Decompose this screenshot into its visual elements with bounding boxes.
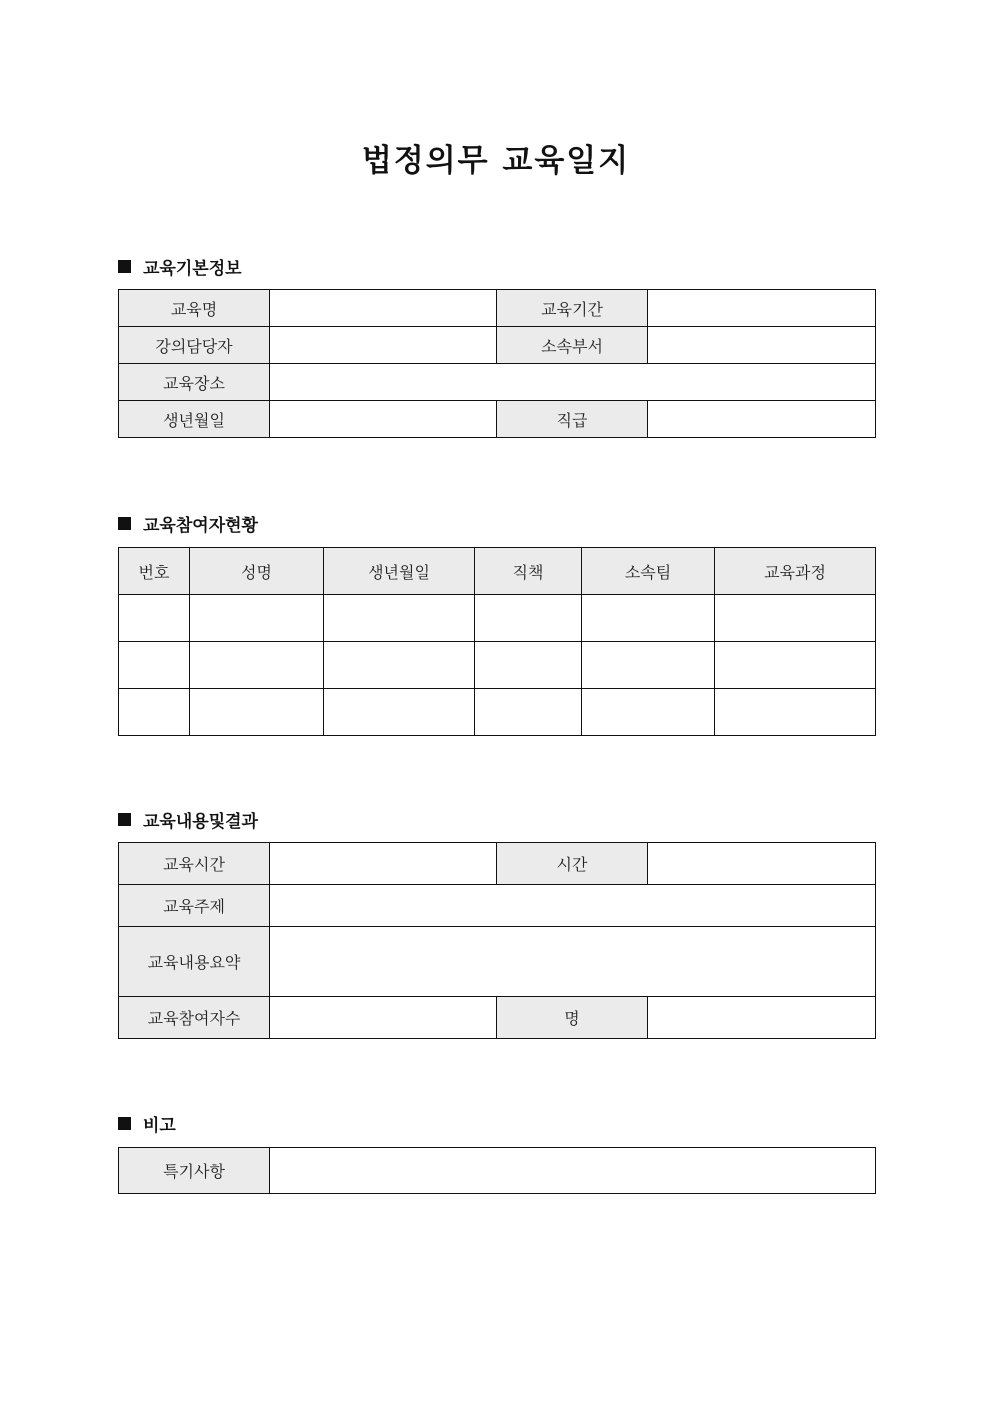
square-bullet-icon (118, 517, 131, 530)
cell[interactable] (715, 689, 876, 736)
field-topic[interactable] (270, 885, 876, 927)
cell[interactable] (119, 642, 190, 689)
label-education-name: 교육명 (119, 290, 270, 327)
column-header-title: 직책 (475, 548, 582, 595)
column-header-number: 번호 (119, 548, 190, 595)
field-participant-count[interactable] (270, 997, 497, 1039)
cell[interactable] (324, 689, 475, 736)
label-edu-time: 교육시간 (119, 843, 270, 885)
table-row (119, 927, 876, 997)
table-row (119, 642, 876, 689)
table-row (119, 595, 876, 642)
field-department[interactable] (648, 327, 876, 364)
table-row (119, 401, 876, 438)
column-header-team: 소속팀 (582, 548, 715, 595)
section-heading-participants (118, 511, 258, 536)
table-row (119, 364, 876, 401)
table-row (119, 290, 876, 327)
cell[interactable] (715, 642, 876, 689)
cell[interactable] (475, 642, 582, 689)
table-row (119, 689, 876, 736)
field-birthdate[interactable] (270, 401, 497, 438)
remarks-table (118, 1147, 876, 1194)
table-header-row (119, 548, 876, 595)
field-education-period[interactable] (648, 290, 876, 327)
table-row (119, 327, 876, 364)
square-bullet-icon (118, 1117, 131, 1130)
section-heading-remarks (118, 1111, 176, 1136)
label-person-unit: 명 (497, 997, 648, 1039)
cell[interactable] (119, 595, 190, 642)
field-education-name[interactable] (270, 290, 497, 327)
cell[interactable] (324, 642, 475, 689)
cell[interactable] (190, 642, 324, 689)
section-title: 비고 (143, 1116, 176, 1136)
column-header-course: 교육과정 (715, 548, 876, 595)
field-special-notes[interactable] (270, 1148, 876, 1194)
square-bullet-icon (118, 813, 131, 826)
basic-info-table (118, 289, 876, 438)
column-header-birthdate: 생년월일 (324, 548, 475, 595)
label-location: 교육장소 (119, 364, 270, 401)
table-row (119, 997, 876, 1039)
label-department: 소속부서 (497, 327, 648, 364)
page-title: 법정의무 교육일지 (361, 143, 631, 179)
label-participant-count: 교육참여자수 (119, 997, 270, 1039)
section-heading-basic (118, 254, 242, 279)
cell[interactable] (324, 595, 475, 642)
section-title: 교육내용및결과 (143, 812, 258, 832)
cell[interactable] (715, 595, 876, 642)
section-title: 교육기본정보 (143, 259, 242, 279)
label-education-period: 교육기간 (497, 290, 648, 327)
label-summary: 교육내용요약 (119, 927, 270, 997)
field-position[interactable] (648, 401, 876, 438)
field-time[interactable] (648, 843, 876, 885)
label-position: 직급 (497, 401, 648, 438)
cell[interactable] (475, 689, 582, 736)
cell[interactable] (582, 689, 715, 736)
label-lecturer: 강의담당자 (119, 327, 270, 364)
table-row (119, 1148, 876, 1194)
label-topic: 교육주제 (119, 885, 270, 927)
field-summary[interactable] (270, 927, 876, 997)
section-title: 교육참여자현황 (143, 516, 258, 536)
field-lecturer[interactable] (270, 327, 497, 364)
column-header-name: 성명 (190, 548, 324, 595)
cell[interactable] (582, 642, 715, 689)
section-heading-content (118, 807, 258, 832)
content-table (118, 842, 876, 1039)
cell[interactable] (119, 689, 190, 736)
cell[interactable] (190, 595, 324, 642)
field-person-unit[interactable] (648, 997, 876, 1039)
field-location[interactable] (270, 364, 876, 401)
participants-table (118, 547, 876, 736)
cell[interactable] (582, 595, 715, 642)
cell[interactable] (190, 689, 324, 736)
square-bullet-icon (118, 260, 131, 273)
table-row (119, 885, 876, 927)
label-special-notes: 특기사항 (119, 1148, 270, 1194)
table-row (119, 843, 876, 885)
label-birthdate: 생년월일 (119, 401, 270, 438)
cell[interactable] (475, 595, 582, 642)
label-time: 시간 (497, 843, 648, 885)
field-edu-time[interactable] (270, 843, 497, 885)
